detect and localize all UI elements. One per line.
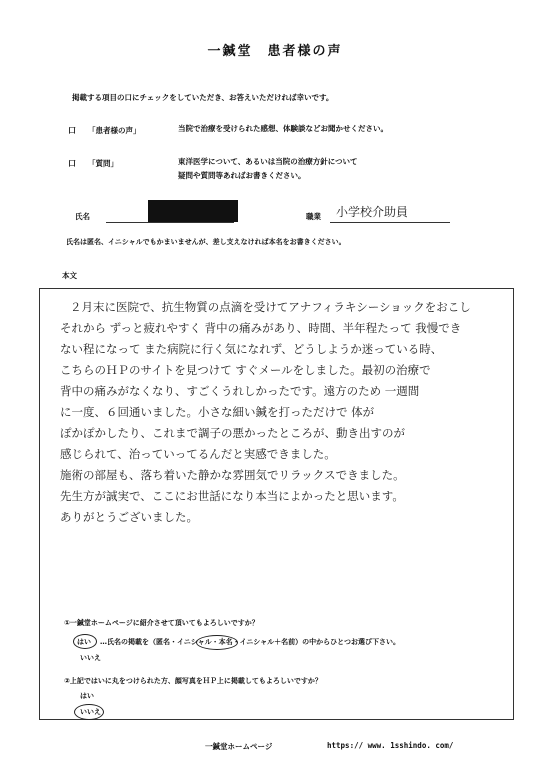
q2-yes-option[interactable]: はい [80, 692, 94, 700]
name-note: 氏名は匿名、イニシャルでもかまいませんが、差し支えなければ本名をお書きください。 [66, 238, 346, 246]
body-line: に一度、６回通いました。小さな細い鍼を打っただけで 体が [60, 405, 375, 419]
footer-url[interactable]: https:// www. 1sshindo. com/ [327, 741, 454, 750]
body-line: それから ずっと疲れやすく 背中の痛みがあり、時間、半年程たって 我慢でき [60, 321, 462, 335]
section-question-desc-2: 疑問や質問等あればお書きください。 [178, 171, 306, 180]
body-line: ぽかぽかしたり、これまで調子の悪かったところが、動き出すのが [60, 426, 405, 440]
body-line: 感じられて、治っていってるんだと実感できました。 [60, 447, 336, 461]
name-label: 氏名 [75, 212, 90, 221]
initial-circle-mark [196, 635, 238, 650]
name-redaction [148, 200, 238, 222]
question-2: ②上記ではいに丸をつけられた方、顔写真をＨＰ上に掲載してもよろしいですか？ [64, 677, 322, 685]
section-voice-desc: 当院で治療を受けられた感想、体験談などお聞かせください。 [178, 124, 388, 133]
checkbox-voice[interactable]: 口 [68, 126, 76, 135]
page-title: 一鍼堂 患者様の声 [207, 44, 343, 59]
section-voice-label: 「患者様の声」 [88, 126, 141, 135]
section-question-desc-1: 東洋医学について、あるいは当院の治療方針について [178, 157, 358, 166]
q2-no-option[interactable]: いいえ [80, 708, 101, 716]
job-underline [330, 222, 450, 223]
question-1: ①一鍼堂ホームページに紹介させて頂いてもよろしいですか？ [64, 619, 259, 627]
body-line: 施術の部屋も、落ち着いた静かな雰囲気でリラックスできました。 [60, 468, 405, 482]
body-line: 先生方が誠実で、ここにお世話になり本当によかったと思います。 [60, 489, 404, 503]
body-line: ありがとうございました。 [60, 510, 198, 524]
body-line: こちらのＨＰのサイトを見つけて すぐメールをしました。最初の治療で [60, 363, 431, 377]
intro-text: 掲載する項目の口にチェックをしていただき、お答えいただければ幸いです。 [72, 93, 334, 102]
job-value: 小学校介助員 [336, 205, 409, 219]
q1-no-option[interactable]: いいえ [80, 654, 101, 662]
job-label: 職業 [306, 212, 321, 221]
q1-yes-option[interactable]: はい [77, 638, 91, 646]
section-question-label: 「質問」 [88, 159, 118, 168]
body-label: 本文 [62, 271, 77, 280]
body-line: 背中の痛みがなくなり、すごくうれしかったです。遠方のため 一週間 [60, 384, 420, 398]
checkbox-question[interactable]: 口 [68, 159, 76, 168]
body-text [60, 297, 510, 528]
body-line: ない程になって また病院に行く気になれず、どうしようか迷っている時、 [60, 342, 443, 356]
name-underline [106, 222, 234, 223]
body-line: ２月末に医院で、抗生物質の点滴を受けてアナフィラキシーショックをおこし [70, 300, 471, 314]
q1-detail: …氏名の掲載を（匿名・イニシャル・本名・イニシャル＋名前）の中からひとつお選び下さい。 [100, 638, 401, 646]
footer-label: 一鍼堂ホームページ [205, 742, 273, 751]
